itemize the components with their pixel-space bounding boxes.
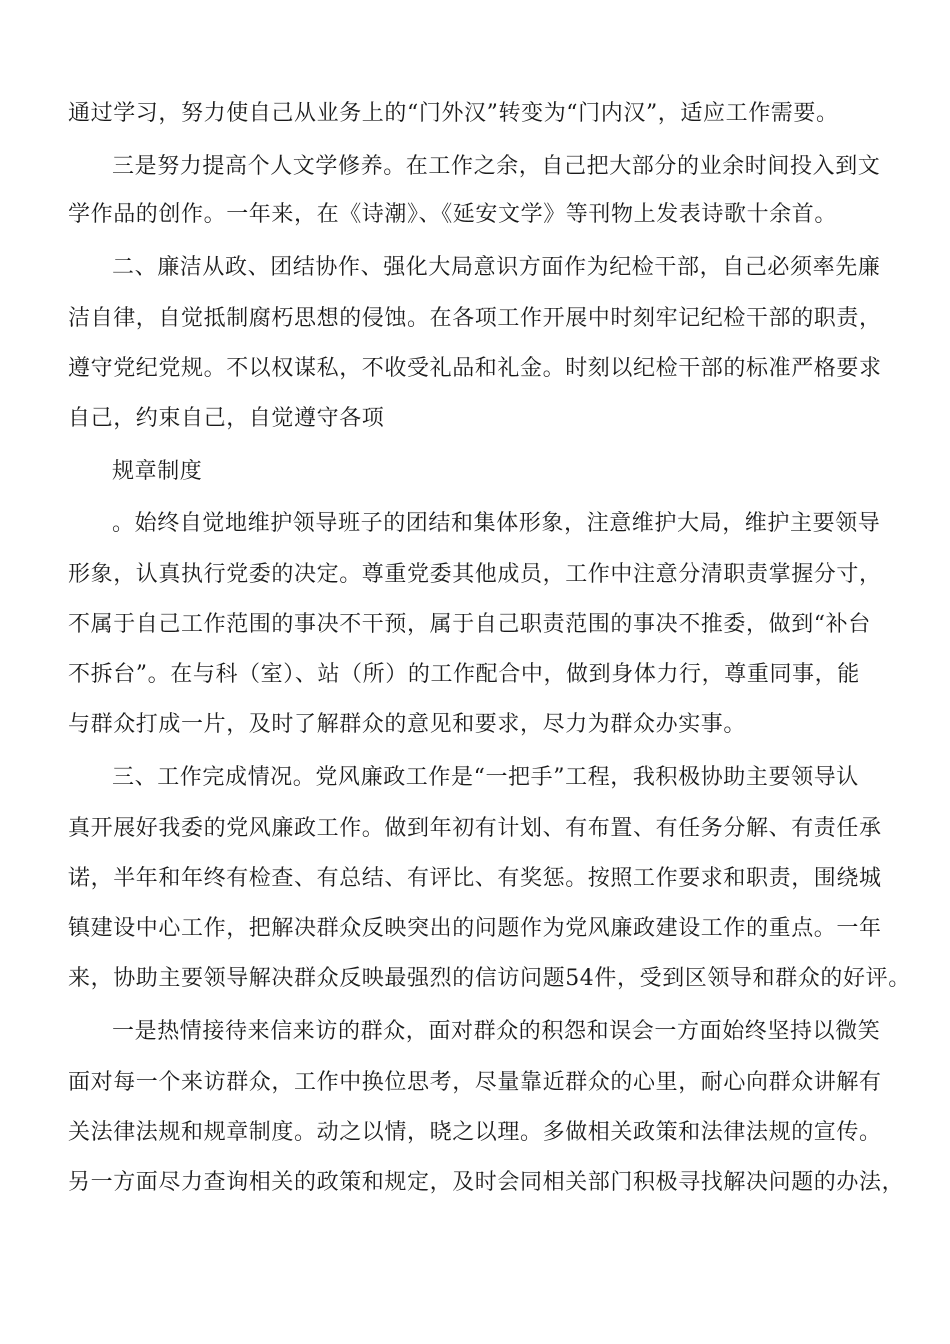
text-line: 规章制度 [112, 459, 203, 484]
text-line: 来，协助主要领导解决群众反映最强烈的信访问题54件，受到区领导和群众的好评。 [68, 966, 911, 991]
text-line: 镇建设中心工作，把解决群众反映突出的问题作为党风廉政建设工作的重点。一年 [68, 916, 882, 941]
text-line: 不拆台”。在与科（室）、站（所）的工作配合中，做到身体力行，尊重同事，能 [68, 662, 860, 687]
text-line: 诺，半年和年终有检查、有总结、有评比、有奖惩。按照工作要求和职责，围绕城 [68, 866, 882, 891]
text-line: 遵守党纪党规。不以权谋私，不收受礼品和礼金。时刻以纪检干部的标准严格要求 [68, 356, 882, 381]
text-line: 二、廉洁从政、团结协作、强化大局意识方面作为纪检干部，自己必须率先廉 [112, 255, 881, 280]
text-line: 三是努力提高个人文学修养。在工作之余，自己把大部分的业余时间投入到文 [112, 154, 881, 179]
text-line: 三、工作完成情况。党风廉政工作是“一把手”工程，我积极协助主要领导认 [112, 765, 859, 790]
text-line: 另一方面尽力查询相关的政策和规定，及时会同相关部门积极寻找解决问题的办法， [68, 1170, 905, 1195]
text-line: 与群众打成一片，及时了解群众的意见和要求，尽力为群众办实事。 [68, 712, 747, 737]
text-line: 通过学习，努力使自己从业务上的“门外汉”转变为“门内汉”，适应工作需要。 [68, 101, 839, 126]
text-line: 一是热情接待来信来访的群众，面对群众的积怨和误会一方面始终坚持以微笑 [112, 1019, 881, 1044]
text-line: 自己，约束自己，自觉遵守各项 [68, 406, 385, 431]
text-line: 不属于自己工作范围的事决不干预，属于自己职责范围的事决不推委，做到“补台 [68, 612, 871, 637]
text-line: 洁自律，自觉抵制腐朽思想的侵蚀。在各项工作开展中时刻牢记纪检干部的职责， [68, 306, 882, 331]
text-line: 面对每一个来访群众，工作中换位思考，尽量靠近群众的心里，耐心向群众讲解有 [68, 1070, 882, 1095]
text-line: 真开展好我委的党风廉政工作。做到年初有计划、有布置、有任务分解、有责任承 [68, 816, 882, 841]
text-line: 。始终自觉地维护领导班子的团结和集体形象，注意维护大局，维护主要领导 [112, 511, 881, 536]
text-line: 关法律法规和规章制度。动之以情，晓之以理。多做相关政策和法律法规的宣传。 [68, 1120, 882, 1145]
text-line: 学作品的创作。一年来，在《诗潮》、《延安文学》等刊物上发表诗歌十余首。 [68, 202, 838, 227]
text-line: 形象，认真执行党委的决定。尊重党委其他成员，工作中注意分清职责掌握分寸， [68, 562, 882, 587]
